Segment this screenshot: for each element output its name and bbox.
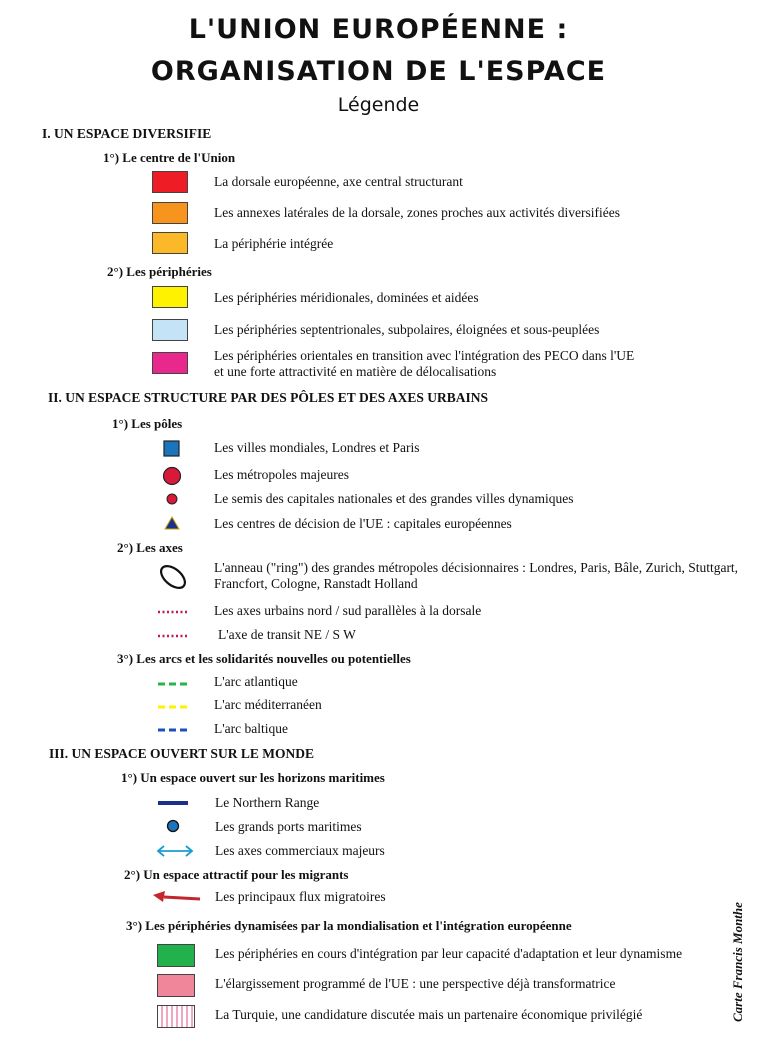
title-line-2: ORGANISATION DE L'ESPACE <box>150 56 607 87</box>
double-arrow-icon <box>154 844 196 858</box>
dashed-line-icon <box>156 681 190 687</box>
legend-label: Les métropoles majeures <box>214 467 349 482</box>
dotted-line-icon <box>156 633 190 639</box>
legend-label: L'arc baltique <box>214 721 289 736</box>
legend-swatch <box>157 974 195 997</box>
legend-label: Les axes urbains nord / sud parallèles à la dorsale <box>214 603 482 618</box>
legend-label: La dorsale européenne, axe central structurant <box>214 174 463 189</box>
section-3-sub-3-heading: 3°) Les périphéries dynamisées par la mondialisation et l'intégration européenne <box>126 918 572 933</box>
legend-swatch <box>152 352 188 374</box>
section-2-heading: II. UN ESPACE STRUCTURE PAR DES PÔLES ET DES AXES URBAINS <box>48 390 488 405</box>
legend-label: L'élargissement programmé de l'UE : une perspective déjà transformatrice <box>215 976 616 991</box>
legend-label: Les axes commerciaux majeurs <box>215 843 385 858</box>
legend-swatch <box>152 171 188 193</box>
thick-line-icon <box>156 800 190 806</box>
legend-swatch <box>157 944 195 967</box>
legend-label: Les centres de décision de l'UE : capitales européennes <box>214 516 512 531</box>
legend-swatch <box>152 232 188 254</box>
legend-label: L'axe de transit NE / S W <box>218 627 356 642</box>
legend-swatch <box>152 202 188 224</box>
legend-label: Les principaux flux migratoires <box>215 889 386 904</box>
author-credit: Carte Francis Monthe <box>730 902 745 1022</box>
large-red-circle-icon <box>161 465 183 487</box>
port-circle-icon <box>165 818 181 834</box>
legend-label: Les annexes latérales de la dorsale, zones proches aux activités diversifiées <box>214 205 620 220</box>
triangle-icon <box>163 515 181 531</box>
section-1-heading: I. UN ESPACE DIVERSIFIE <box>42 126 212 141</box>
legend-label: La Turquie, une candidature discutée mais un partenaire économique privilégié <box>215 1007 643 1022</box>
section-3-sub-2-heading: 2°) Un espace attractif pour les migrants <box>124 867 349 882</box>
legend-label: Les périphéries en cours d'intégration par leur capacité d'adaptation et leur dynamisme <box>215 946 683 961</box>
dotted-line-icon <box>156 609 190 615</box>
legend-label: Le semis des capitales nationales et des grandes villes dynamiques <box>214 491 574 506</box>
legend-label: L'arc atlantique <box>214 674 298 689</box>
section-2-sub-2-heading: 2°) Les axes <box>117 540 183 555</box>
legend-label: L'anneau ("ring") des grandes métropoles décisionnaires : Londres, Paris, Bâle, Zurich, Stuttgart, <box>214 560 739 575</box>
legend-label: L'arc méditerranéen <box>214 697 322 712</box>
legend-label-line-2: et une forte attractivité en matière de délocalisations <box>214 364 497 379</box>
dashed-line-icon <box>156 704 190 710</box>
section-2-sub-1-heading: 1°) Les pôles <box>112 416 183 431</box>
section-1-sub-2-heading: 2°) Les périphéries <box>107 264 212 279</box>
legend-label-line-2: Francfort, Cologne, Ranstadt Holland <box>214 576 418 591</box>
legend-swatch <box>152 286 188 308</box>
dashed-line-icon <box>156 727 190 733</box>
legend-swatch <box>152 319 188 341</box>
legend-label: Les périphéries orientales en transition avec l'intégration des PECO dans l'UE <box>214 348 635 363</box>
title-line-1: L'UNION EUROPÉENNE : <box>188 14 569 45</box>
ring-icon <box>155 562 191 592</box>
legend-label: Les grands ports maritimes <box>215 819 362 834</box>
small-red-circle-icon <box>164 491 180 507</box>
section-3-heading: III. UN ESPACE OUVERT SUR LE MONDE <box>49 746 314 761</box>
migration-arrow-icon <box>150 889 202 905</box>
section-1-sub-1-heading: 1°) Le centre de l'Union <box>103 150 236 165</box>
blue-square-icon <box>162 439 182 459</box>
legend-label: Les villes mondiales, Londres et Paris <box>214 440 420 455</box>
section-3-sub-1-heading: 1°) Un espace ouvert sur les horizons maritimes <box>121 770 385 785</box>
legend-heading: Légende <box>337 94 420 116</box>
legend-label: Le Northern Range <box>215 795 320 810</box>
legend-label: La périphérie intégrée <box>214 236 334 251</box>
section-2-sub-3-heading: 3°) Les arcs et les solidarités nouvelles ou potentielles <box>117 651 411 666</box>
legend-label: Les périphéries méridionales, dominées et aidées <box>214 290 479 305</box>
hatched-legend-swatch <box>157 1005 195 1028</box>
legend-label: Les périphéries septentrionales, subpolaires, éloignées et sous-peuplées <box>214 322 600 337</box>
